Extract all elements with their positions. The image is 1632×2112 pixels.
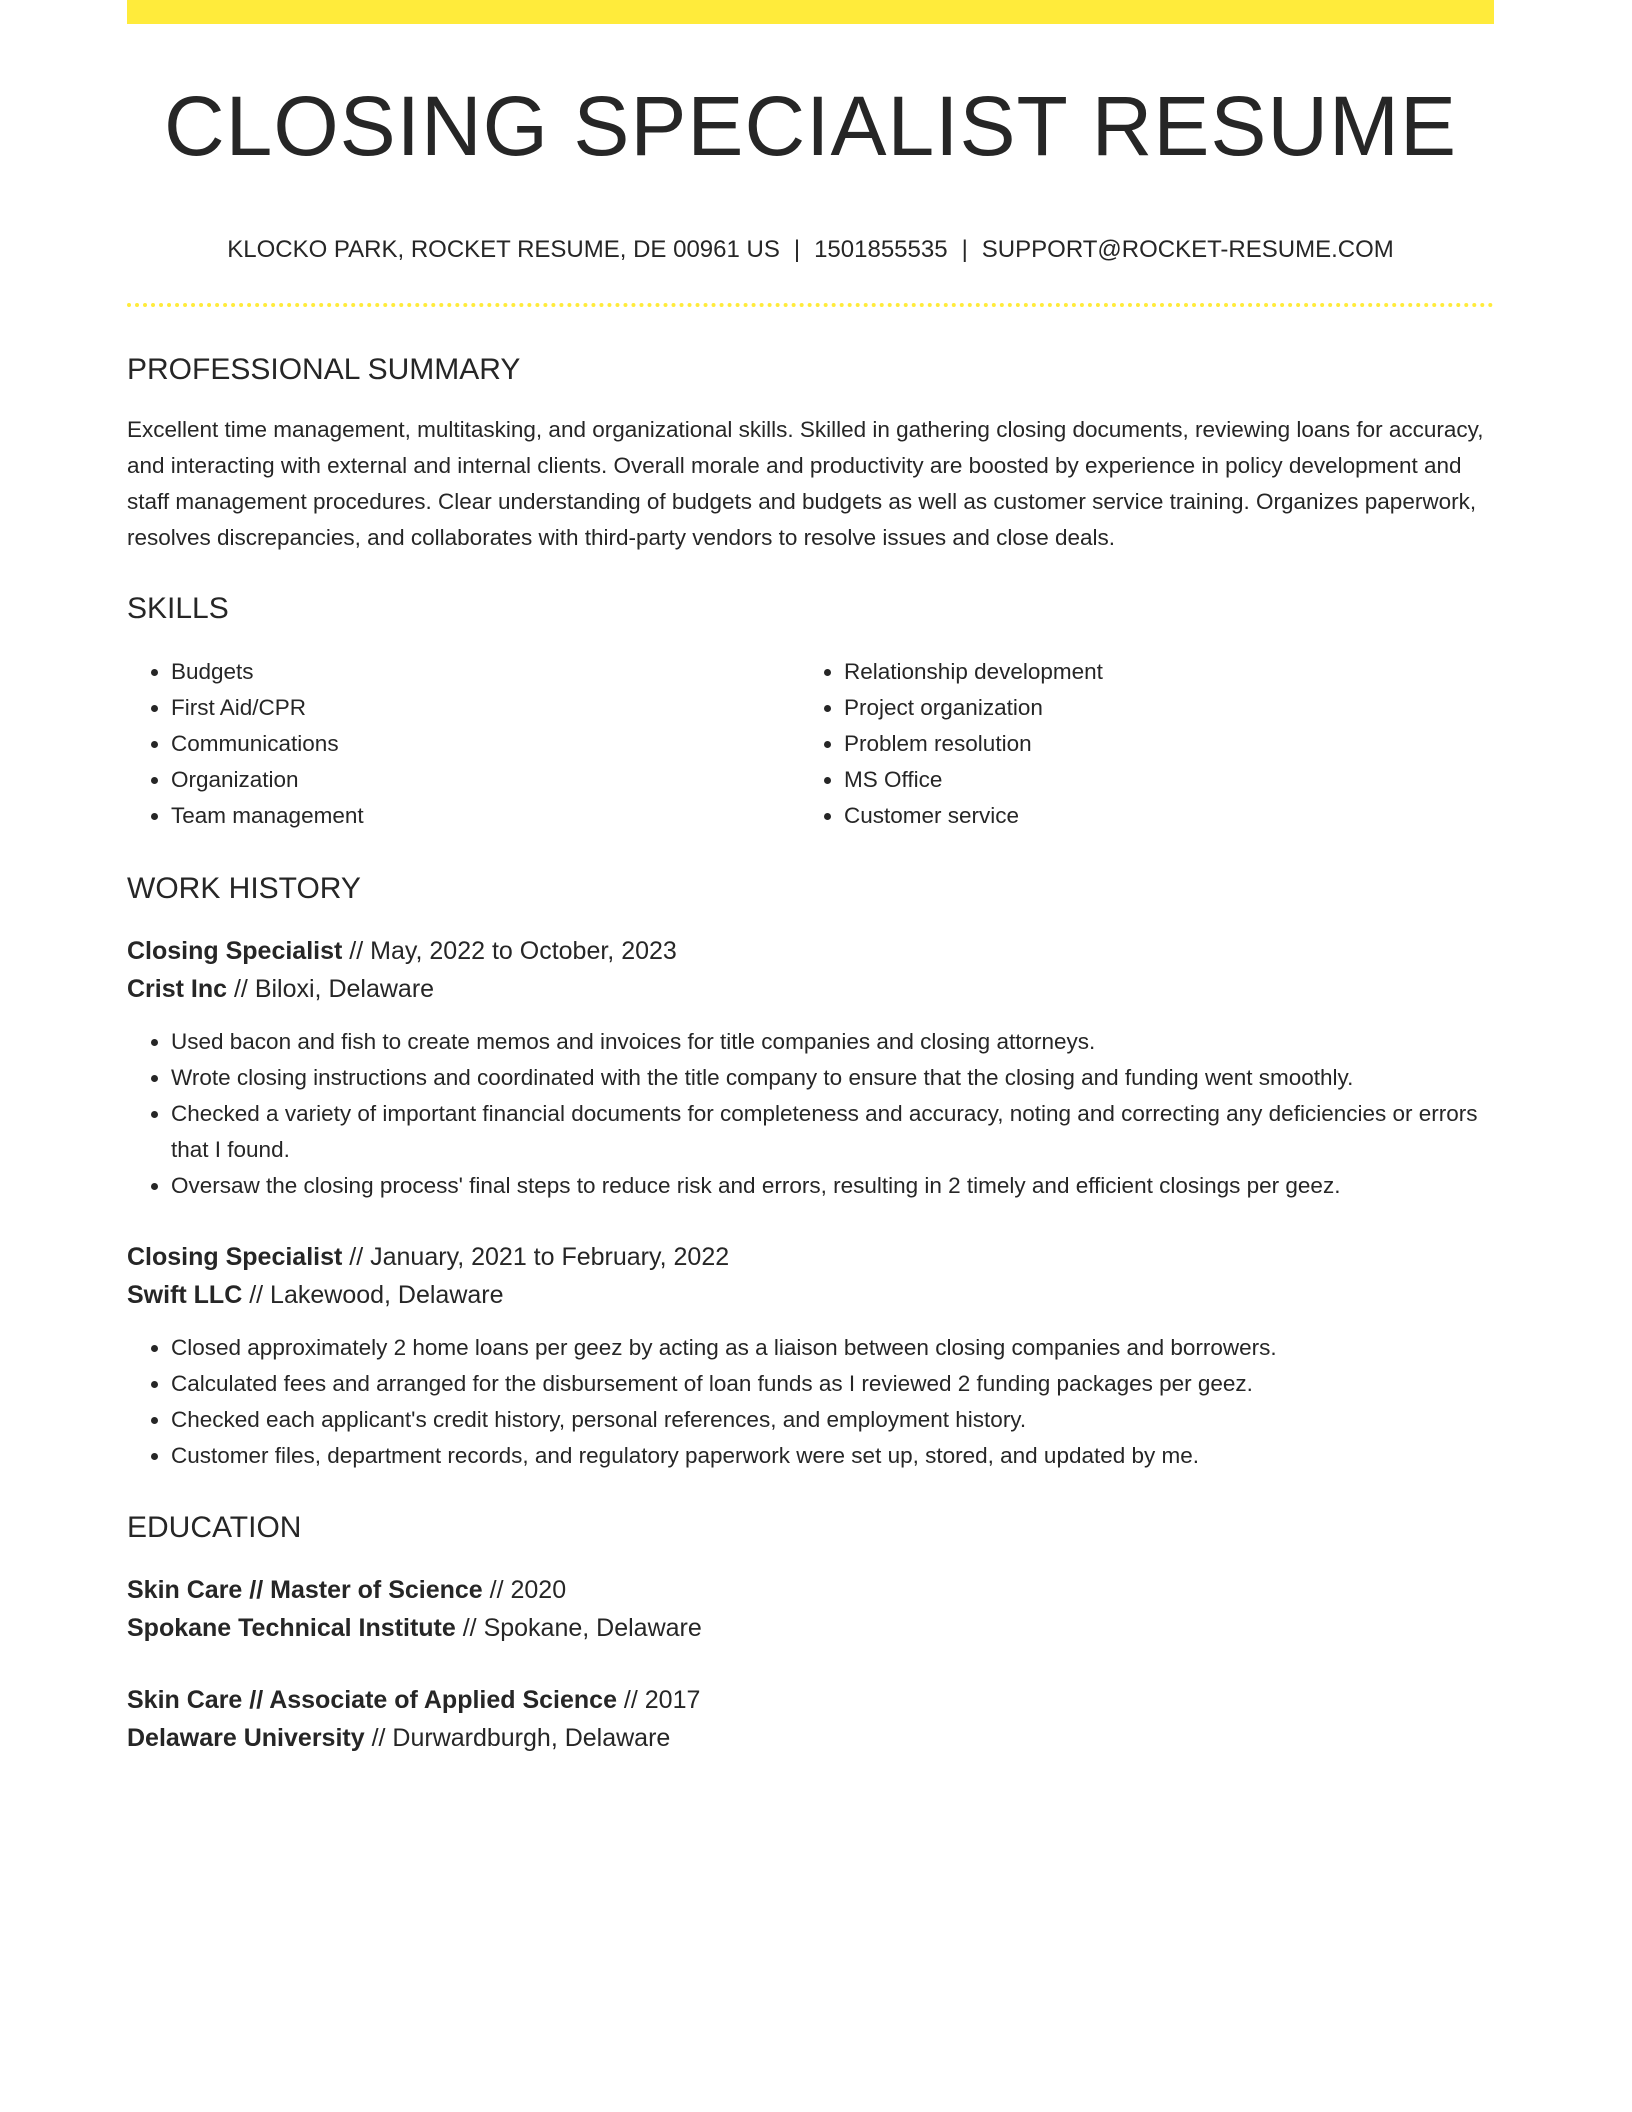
education-school: Delaware University [127,1723,365,1752]
job-bullet: • Oversaw the closing process' final steps to reduce risk and errors, resulting in 2 timely and efficient closings per geez. [171,1168,1494,1204]
top-accent-bar [127,0,1494,24]
contact-address: KLOCKO PARK, ROCKET RESUME, DE 00961 US [227,236,780,263]
skills-heading: SKILLS [127,591,229,625]
job-dates: // January, 2021 to February, 2022 [342,1242,730,1271]
contact-line [127,236,1494,265]
dotted-divider [127,303,1494,307]
job-bullets [127,1330,1494,1474]
education-school: Spokane Technical Institute [127,1613,456,1642]
job-company: Crist Inc [127,974,228,1003]
education-entry [127,1681,1494,1757]
job-entry [127,932,1494,1204]
education-degree-line [127,1681,1494,1719]
education-degree: Skin Care // Master of Science [127,1575,483,1604]
job-bullet: • Used bacon and fish to create memos and invoices for title companies and closing attorneys. [171,1024,1494,1060]
education-degree-line [127,1571,1494,1609]
skill-item: • Organization [171,762,800,798]
education-school-line [127,1719,1494,1757]
job-bullet: • Customer files, department records, and regulatory paperwork were set up, stored, and updated by me. [171,1438,1494,1474]
job-title: Closing Specialist [127,936,343,965]
skill-item: • Problem resolution [844,726,1494,762]
resume-title: CLOSING SPECIALIST RESUME [163,79,1458,173]
contact-separator: | [961,236,968,263]
summary-heading: PROFESSIONAL SUMMARY [127,352,521,386]
job-bullet: • Wrote closing instructions and coordinated with the title company to ensure that the closing and funding went smoothly. [171,1060,1494,1096]
education-school-line [127,1609,1494,1647]
job-bullet: • Closed approximately 2 home loans per geez by acting as a liaison between closing companies and borrowers. [171,1330,1494,1366]
skills-column-right [800,654,1494,834]
job-bullet: • Calculated fees and arranged for the disbursement of loan funds as I reviewed 2 funding packages per geez. [171,1366,1494,1402]
job-bullet: • Checked a variety of important financial documents for completeness and accuracy, noting and correcting any deficiencies or errors that I found. [171,1096,1494,1168]
education-year: // 2020 [482,1575,567,1604]
education-entry [127,1571,1494,1647]
skill-item: • Relationship development [844,654,1494,690]
resume-page [127,0,1494,1757]
skills-column-left [127,654,800,834]
job-title-line [127,932,1494,970]
job-bullets [127,1024,1494,1204]
education-location: // Durwardburgh, Delaware [364,1723,671,1752]
job-company-line [127,1276,1494,1314]
summary-text: Excellent time management, multitasking, and organizational skills. Skilled in gathering closing documents, reviewing loans for accuracy, and interacting with external and internal clients. Overall morale and productivity are boosted by experience in policy development and staff management procedures. Clear understanding of budgets and budgets as well as customer service training. Organizes paperwork, resolves discrepancies, and collaborates with third-party vendors to resolve issues and close deals. [127,416,1484,550]
job-title-line [127,1238,1494,1276]
job-title: Closing Specialist [127,1242,343,1271]
job-location: // Biloxi, Delaware [227,974,435,1003]
skill-item: • Project organization [844,690,1494,726]
job-entry [127,1238,1494,1474]
skill-item: • MS Office [844,762,1494,798]
skill-item: • Customer service [844,798,1494,834]
job-bullet: • Checked each applicant's credit history, personal references, and employment history. [171,1402,1494,1438]
skill-item: • Budgets [171,654,800,690]
job-company-line [127,970,1494,1008]
education-year: // 2017 [616,1685,701,1714]
education-location: // Spokane, Delaware [455,1613,702,1642]
skills-list [127,654,1494,834]
skill-item: • First Aid/CPR [171,690,800,726]
education-heading: EDUCATION [127,1510,302,1544]
job-company: Swift LLC [127,1280,243,1309]
skill-item: • Team management [171,798,800,834]
skill-item: • Communications [171,726,800,762]
job-location: // Lakewood, Delaware [242,1280,504,1309]
contact-separator: | [793,236,801,263]
contact-email[interactable]: SUPPORT@ROCKET-RESUME.COM [981,236,1394,263]
contact-phone[interactable]: 1501855535 [814,236,948,263]
work-history-heading: WORK HISTORY [127,871,361,905]
education-degree: Skin Care // Associate of Applied Science [127,1685,617,1714]
job-dates: // May, 2022 to October, 2023 [342,936,677,965]
